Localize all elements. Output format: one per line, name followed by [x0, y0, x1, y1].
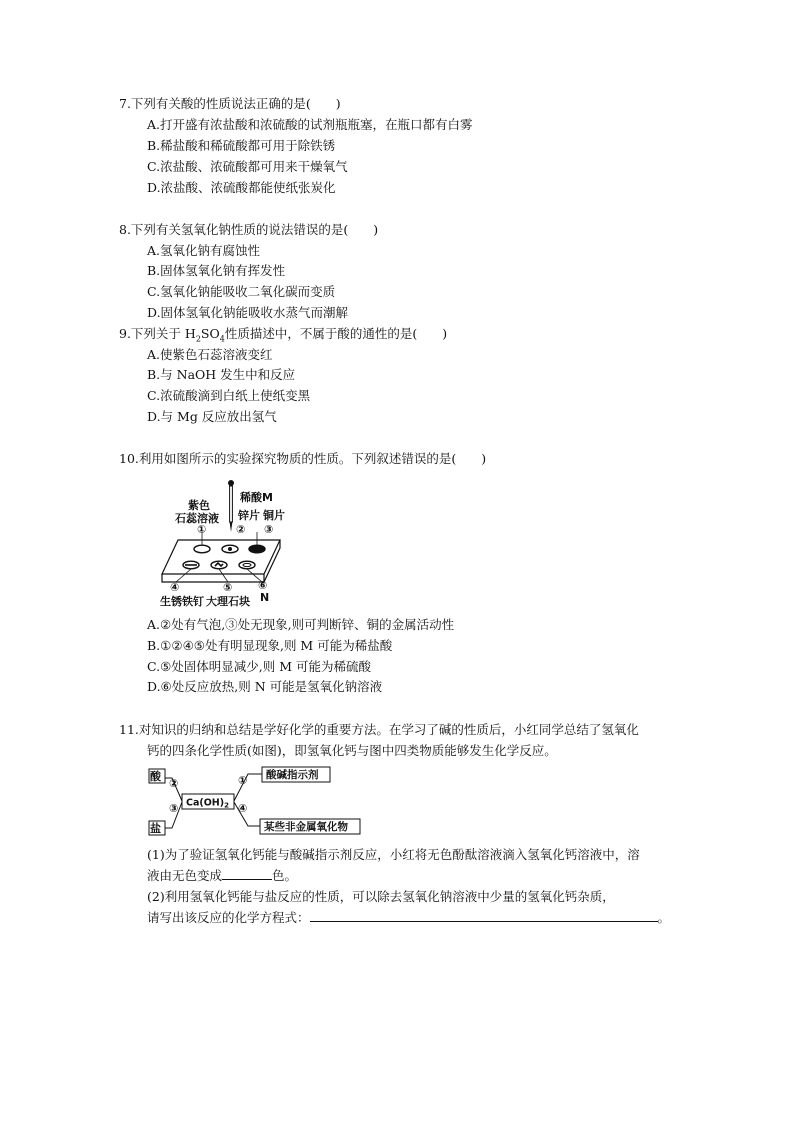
q8-stem: 8.下列有关氢氧化钠性质的说法错误的是( )	[119, 222, 379, 237]
q11-sub1-pre: 液由无色变成	[147, 868, 223, 883]
dropper-tube	[230, 486, 233, 522]
q11-sub2-post: 。	[657, 910, 671, 925]
q9-option-d: D.与 Mg 反应放出氢气	[147, 409, 277, 424]
well-6	[239, 561, 255, 569]
q9-option-b: B.与 NaOH 发生中和反应	[147, 367, 296, 382]
diagram-num-4: ④	[238, 802, 248, 815]
q9-stem-sub1: 2	[195, 334, 201, 344]
q9-option-c: C.浓硫酸滴到白纸上使纸变黑	[147, 388, 311, 403]
q11-sub1-line2	[147, 866, 297, 887]
label-num-1: ①	[197, 523, 207, 536]
q11-sub2-line2	[147, 908, 670, 929]
q7-stem: 7.下列有关酸的性质说法正确的是( )	[119, 96, 341, 111]
q9-option-a: A.使紫色石蕊溶液变红	[147, 347, 273, 362]
label-copper: 铜片	[263, 509, 285, 522]
well-1	[194, 545, 210, 553]
label-num-4: ④	[170, 581, 180, 594]
calcium-hydroxide-diagram	[148, 766, 368, 838]
q7-option-b: B.稀盐酸和稀硫酸都可用于除铁锈	[147, 138, 336, 153]
q9-stem-mid: SO	[200, 326, 220, 341]
q7-option-a: A.打开盛有浓盐酸和浓硫酸的试剂瓶瓶塞，在瓶口都有白雾	[147, 117, 473, 132]
answer-blank-equation[interactable]	[310, 908, 658, 922]
answer-blank-color[interactable]	[222, 866, 272, 880]
q11-stem-line2: 钙的四条化学性质(如图)，即氢氧化钙与图中四类物质能够发生化学反应。	[147, 743, 557, 758]
diagram-num-1: ①	[238, 774, 248, 787]
well-3	[249, 545, 265, 553]
q11-sub2-pre: 请写出该反应的化学方程式：	[147, 910, 310, 925]
diagram-num-3: ③	[169, 802, 179, 815]
label-rusty-nail: 生锈铁钉	[160, 595, 204, 608]
q8-option-a: A.氢氧化钠有腐蚀性	[147, 243, 261, 258]
q10-option-c: C.⑤处固体明显减少,则 M 可能为稀硫酸	[147, 659, 372, 674]
q11-sub1-line1: (1)为了验证氢氧化钙能与酸碱指示剂反应，小红将无色酚酞溶液滴入氢氧化钙溶液中，溶	[147, 847, 640, 862]
q11-sub1-post: 色。	[272, 868, 298, 883]
acid-label: 酸	[150, 770, 161, 783]
label-num-6: ⑥	[258, 579, 268, 592]
label-marble: 大理石块	[206, 595, 250, 608]
center-label: $Ca(OH)_2$	[186, 797, 229, 810]
q9-stem-post: 性质描述中，不属于酸的通性的是( )	[224, 326, 448, 341]
diagram-num-2: ②	[169, 777, 179, 790]
label-n: N	[260, 591, 270, 604]
q7-option-d: D.浓盐酸、浓硫酸都能使纸张炭化	[147, 180, 336, 195]
label-litmus-line2: 石蕊溶液	[175, 512, 219, 525]
q10-stem: 10.利用如图所示的实验探究物质的性质。下列叙述错误的是( )	[119, 451, 487, 466]
q8-option-c: C.氢氧化钠能吸收二氧化碳而变质	[147, 284, 336, 299]
q9-stem-sub2: 4	[219, 334, 225, 344]
q10-option-b: B.①②④⑤处有明显现象,则 M 可能为稀盐酸	[147, 638, 393, 653]
q10-option-d: D.⑥处反应放热,则 N 可能是氢氧化钠溶液	[147, 679, 383, 694]
q7-option-c: C.浓盐酸、浓硫酸都可用来干燥氧气	[147, 159, 348, 174]
q10-option-a: A.②处有气泡,③处无现象,则可判断锌、铜的金属活动性	[147, 617, 455, 632]
q11-stem-line1: 11.对知识的归纳和总结是学好化学的重要方法。在学习了碱的性质后，小红同学总结了氢氧化	[119, 722, 639, 737]
q8-option-b: B.固体氢氧化钠有挥发性	[147, 263, 286, 278]
label-num-2: ②	[236, 523, 246, 536]
salt-label: 盐	[150, 822, 161, 835]
label-acid-m: 稀酸M	[240, 491, 273, 504]
label-zinc: 锌片	[238, 509, 260, 522]
label-num-5: ⑤	[223, 581, 233, 594]
q9-stem-pre: 9.下列关于 H	[119, 326, 196, 341]
dropper-tip	[230, 522, 233, 532]
q8-option-d: D.固体氢氧化钠能吸收水蒸气而潮解	[147, 305, 349, 320]
dropper-bulb	[228, 480, 234, 486]
q11-sub2-line1: (2)利用氢氧化钙能与盐反应的性质，可以除去氢氧化钠溶液中少量的氢氧化钙杂质，	[147, 889, 615, 904]
oxide-label: 某些非金属氧化物	[264, 821, 348, 833]
label-litmus-line1: 紫色	[188, 499, 210, 512]
indicator-label: 酸碱指示剂	[266, 769, 319, 781]
label-num-3: ③	[264, 523, 274, 536]
spot-plate-figure	[158, 478, 288, 608]
